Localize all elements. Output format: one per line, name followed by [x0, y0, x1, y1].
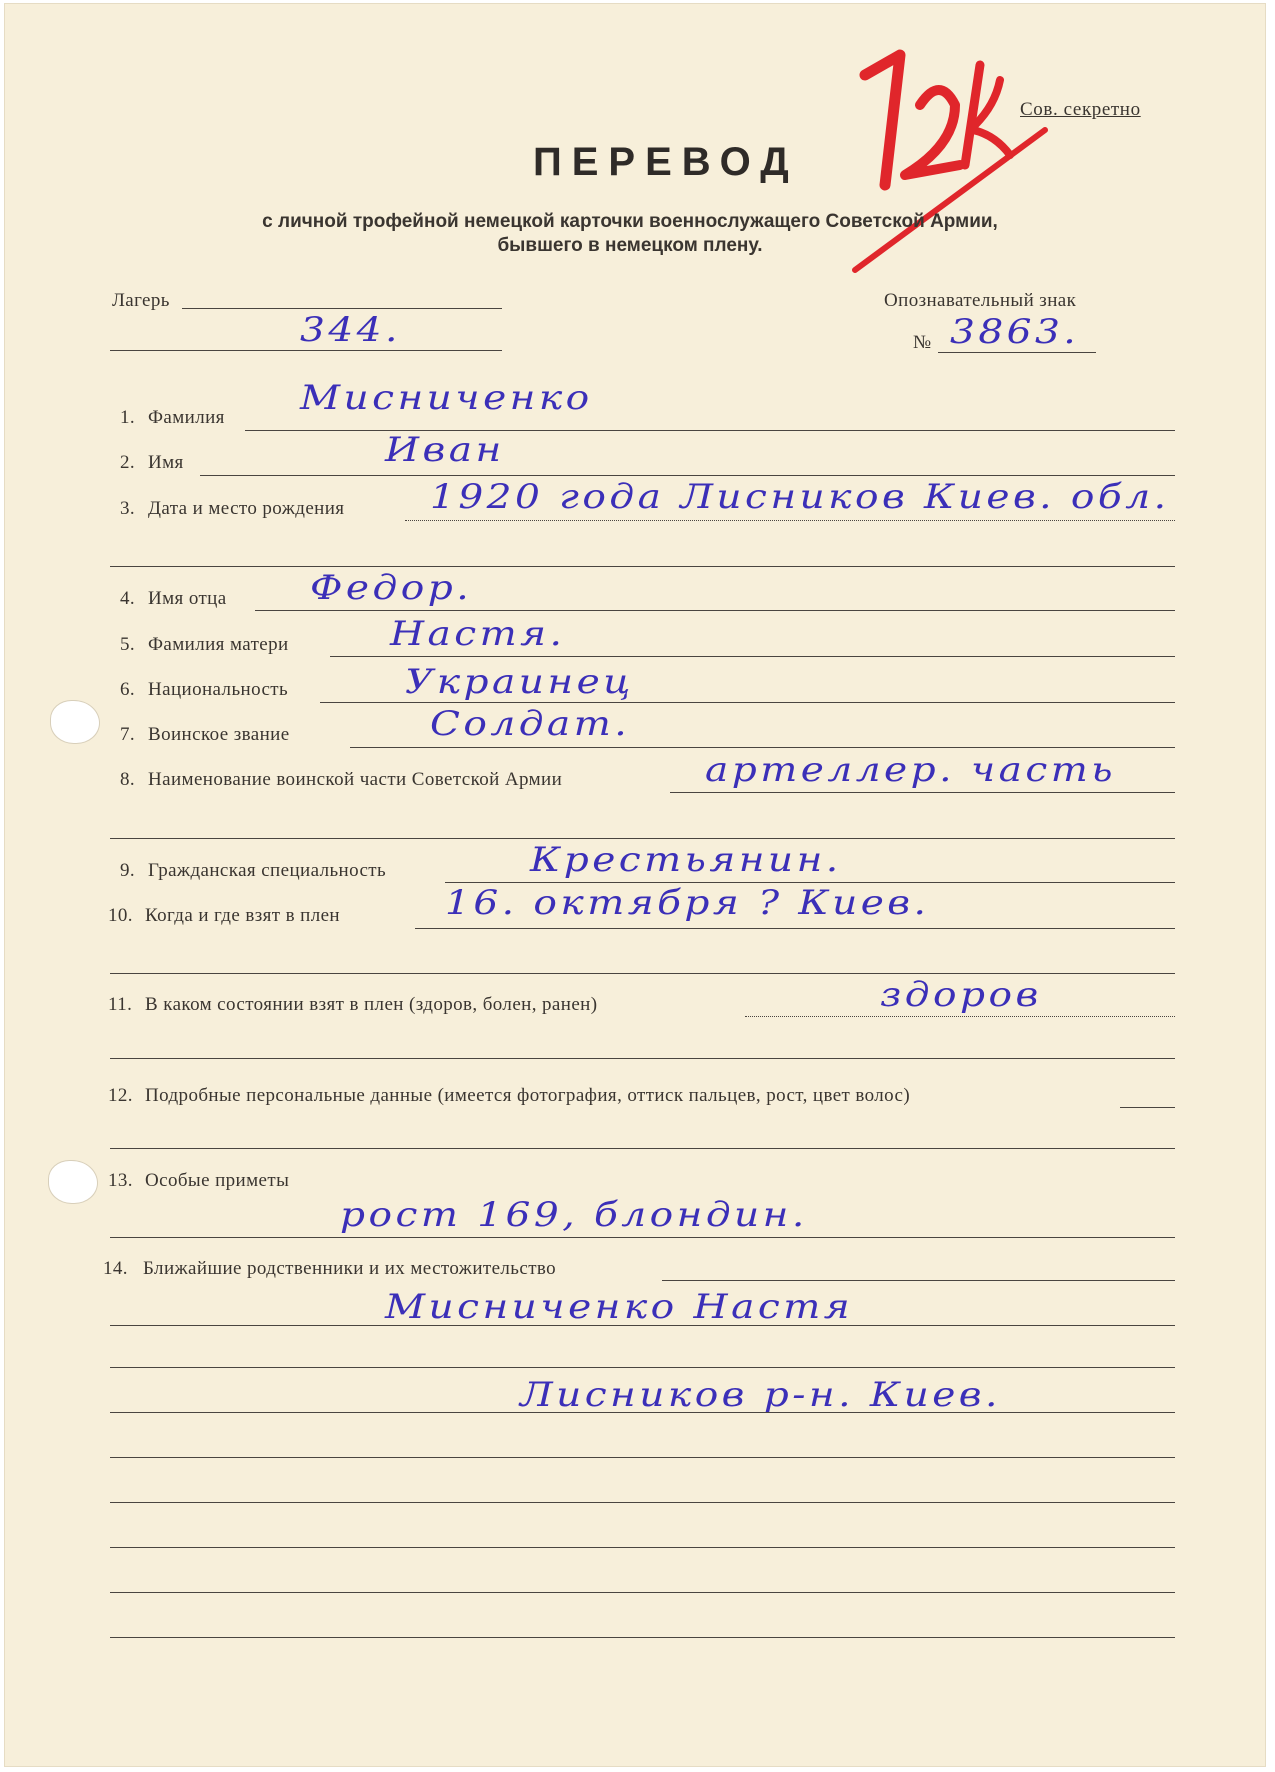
- field-11-value: здоров: [880, 975, 1042, 1015]
- field-14-value-line2: Лисников р-н. Киев.: [520, 1375, 1001, 1415]
- field-9-label: Гражданская специальность: [148, 860, 387, 881]
- field-5-label: Фамилия матери: [148, 634, 289, 655]
- punch-hole-top: [50, 700, 100, 744]
- field-13-number: 13.: [108, 1170, 133, 1191]
- field-10-value: 16. октября ? Киев.: [445, 883, 930, 923]
- field-7-value: Солдат.: [430, 704, 631, 744]
- field-10-number: 10.: [108, 905, 133, 926]
- field-8-value: артеллер. часть: [705, 750, 1117, 790]
- field-13-value: рост 169, блондин.: [340, 1195, 808, 1235]
- id-tag-number-prefix: №: [913, 332, 932, 353]
- field-13-label: Особые приметы: [145, 1170, 290, 1191]
- field-10-label: Когда и где взят в плен: [145, 905, 340, 926]
- field-5-value: Настя.: [390, 614, 566, 654]
- field-1-number: 1.: [120, 407, 136, 428]
- field-8-label: Наименование воинской части Советской Армии: [148, 769, 563, 790]
- punch-hole-bottom: [48, 1160, 98, 1204]
- field-6-value: Украинец: [405, 662, 634, 702]
- field-4-value: Федор.: [310, 568, 473, 608]
- field-7-label: Воинское звание: [148, 724, 290, 745]
- classification-mark: Сов. секретно: [1020, 99, 1141, 120]
- field-14-number: 14.: [103, 1258, 128, 1279]
- field-9-value: Крестьянин.: [530, 840, 842, 880]
- field-2-label: Имя: [148, 452, 184, 473]
- field-2-value: Иван: [385, 430, 505, 470]
- camp-value: 344.: [300, 310, 401, 350]
- field-6-number: 6.: [120, 679, 136, 700]
- field-4-number: 4.: [120, 588, 136, 609]
- id-tag-label: Опознавательный знак: [884, 290, 1077, 311]
- field-9-number: 9.: [120, 860, 136, 881]
- id-tag-value: 3863.: [950, 312, 1080, 352]
- field-8-number: 8.: [120, 769, 136, 790]
- field-12-number: 12.: [108, 1085, 133, 1106]
- field-4-label: Имя отца: [148, 588, 227, 609]
- field-11-label: В каком состоянии взят в плен (здоров, болен, ранен): [145, 994, 598, 1015]
- field-5-number: 5.: [120, 634, 136, 655]
- field-11-number: 11.: [108, 994, 133, 1015]
- field-2-number: 2.: [120, 452, 136, 473]
- field-1-label: Фамилия: [148, 407, 225, 428]
- field-6-label: Национальность: [148, 679, 289, 700]
- field-7-number: 7.: [120, 724, 136, 745]
- document-subtitle-2: бывшего в немецком плену.: [497, 235, 763, 256]
- field-3-value: 1920 года Лисников Киев. обл.: [430, 477, 1170, 517]
- field-14-label: Ближайшие родственники и их местожительство: [143, 1258, 557, 1279]
- document-subtitle-1: с личной трофейной немецкой карточки военнослужащего Советской Армии,: [262, 211, 998, 232]
- field-1-value: Мисниченко: [300, 378, 593, 418]
- field-3-number: 3.: [120, 498, 136, 519]
- field-3-label: Дата и место рождения: [148, 498, 345, 519]
- document-title: ПЕРЕВОД: [533, 140, 799, 184]
- camp-label: Лагерь: [112, 290, 170, 311]
- field-14-value: Мисниченко Настя: [385, 1287, 854, 1327]
- field-12-label: Подробные персональные данные (имеется фотография, оттиск пальцев, рост, цвет волос): [145, 1085, 911, 1106]
